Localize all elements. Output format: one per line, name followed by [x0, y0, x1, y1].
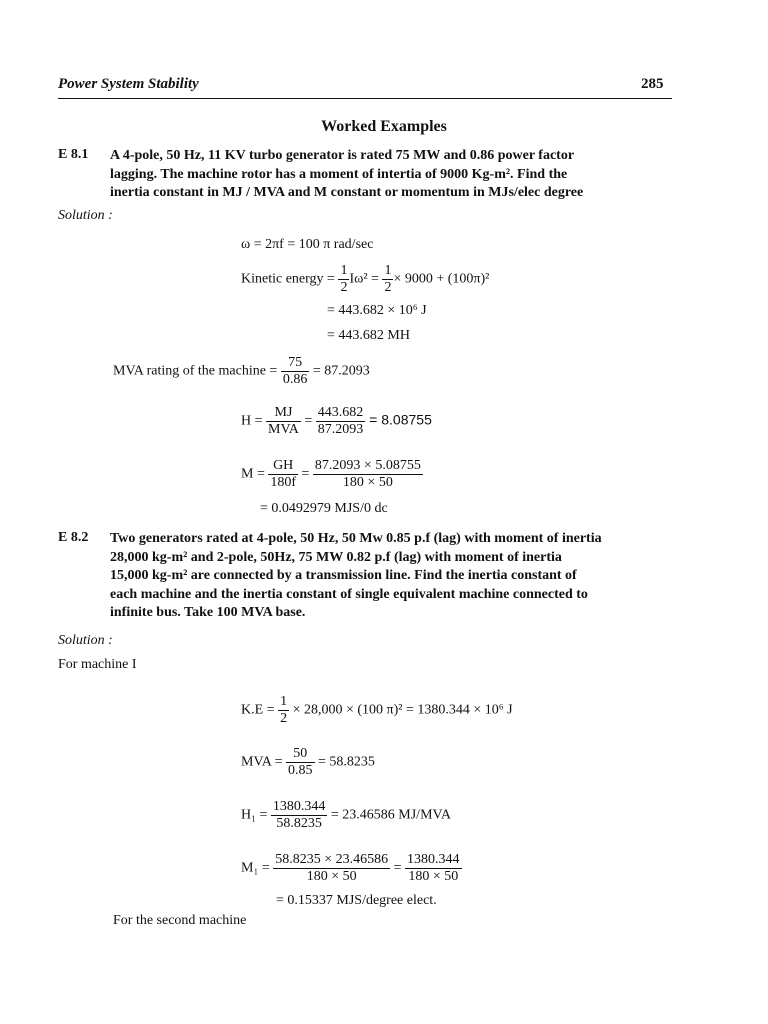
ke-result-mh: = 443.682 MH	[327, 328, 410, 343]
running-header-title: Power System Stability	[58, 76, 199, 92]
omega-equation: ω = 2πf = 100 π rad/sec	[241, 237, 374, 252]
fraction: $\frac{443.682}{87.2093}$	[317, 405, 364, 437]
m-equation: M = $\frac{GH}{180f}$ = $\frac{87.2093 \times 5.08755}{180 \times 50}$	[241, 458, 421, 490]
solution-label: Solution :	[58, 633, 113, 648]
ke-machine-1-equation: K.E = $\frac{1}{2}$ × 28,000 × (100 π)² = 1380.344 × 10⁶ J	[241, 694, 513, 726]
example-number: E 8.1	[58, 147, 89, 162]
ke-label: Kinetic energy =	[241, 271, 339, 287]
solution-label: Solution :	[58, 208, 113, 223]
machine-2-label: For the second machine	[113, 913, 247, 928]
m1-equation: M₁ = $\frac{58.8235 \times 23.46586}{180 \times 50}$ = $\frac{1380.344}{180 \times 50}$	[241, 852, 460, 884]
fraction: $\frac{1}{2}$	[280, 694, 288, 726]
mva-machine-1-equation: MVA = $\frac{50}{0.85}$ = 58.8235	[241, 746, 375, 778]
fraction: $\frac{75}{0.86}$	[282, 355, 308, 387]
fraction: $\frac{1380.344}{58.8235}$	[272, 799, 326, 831]
fraction: $\frac{1}{2}$	[340, 263, 348, 295]
problem-line: A 4-pole, 50 Hz, 11 KV turbo generator is rated 75 MW and 0.86 power factor	[110, 148, 575, 163]
page-number: 285	[641, 76, 664, 92]
example-number: E 8.2	[58, 530, 89, 545]
m1-result: = 0.15337 MJS/degree elect.	[276, 893, 437, 908]
ke-result: = 443.682 × 10⁶ J	[327, 303, 427, 318]
problem-line: each machine and the inertia constant of single equivalent machine connected to	[110, 586, 588, 602]
m-result: = 0.0492979 MJS/0 dc	[260, 501, 388, 516]
fraction: $\frac{1}{2}$	[384, 263, 392, 295]
problem-line: inertia constant in MJ / MVA and M constant or momentum in MJs/elec degree	[110, 185, 584, 200]
h1-equation: H₁ = $\frac{1380.344}{58.8235}$ = 23.46586 MJ/MVA	[241, 799, 451, 831]
mva-rating-equation: MVA rating of the machine = $\frac{75}{0.86}$ = 87.2093	[113, 355, 370, 387]
example-problem	[110, 530, 602, 623]
machine-1-label: For machine I	[58, 657, 137, 672]
fraction: $\frac{50}{0.85}$	[288, 746, 313, 778]
fraction: $\frac{58.8235 \times 23.46586}{180 \times 50}$	[275, 852, 389, 884]
fraction: $\frac{87.2093 \times 5.08755}{180 \times 50}$	[314, 458, 421, 490]
h-equation: H = $\frac{MJ}{\text{MVA}}$ = $\frac{443.682}{87.2093}$ = 8.08755	[241, 405, 432, 437]
kinetic-energy-equation: Kinetic energy = $\frac{1}{2}$ Iω² = $\frac{1}{2}$ × 9000 + (100π)²	[241, 263, 490, 295]
fraction: $\frac{1380.344}{180 \times 50}$	[407, 852, 460, 884]
problem-line: 15,000 kg-m² are connected by a transmission line. Find the inertia constant of	[110, 568, 577, 583]
problem-line: lagging. The machine rotor has a moment of intertia of 9000 Kg-m². Find the	[110, 166, 568, 182]
fraction: $\frac{MJ}{\text{MVA}}$	[268, 405, 299, 437]
header-rule	[58, 98, 672, 99]
problem-line: infinite bus. Take 100 MVA base.	[110, 605, 306, 620]
example-problem	[110, 147, 583, 203]
fraction: $\frac{GH}{180f}$	[270, 458, 297, 490]
section-title: Worked Examples	[321, 118, 447, 135]
problem-line: Two generators rated at 4-pole, 50 Hz, 50 Mw 0.85 p.f (lag) with moment of inertia	[110, 531, 602, 546]
problem-line: 28,000 kg-m² and 2-pole, 50Hz, 75 MW 0.82 p.f (lag) with moment of inertia	[110, 549, 562, 565]
